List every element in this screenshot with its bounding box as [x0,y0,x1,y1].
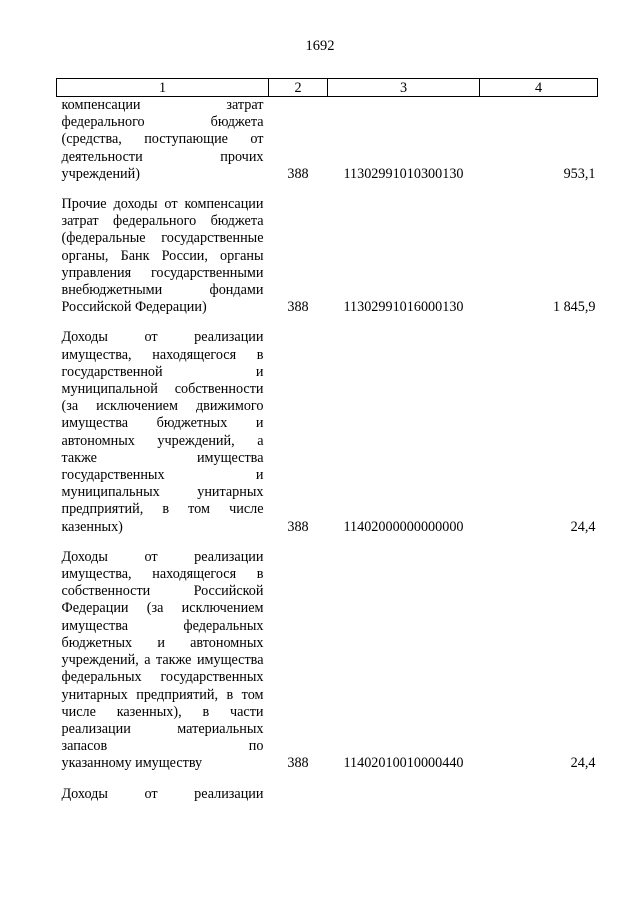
page-number: 1692 [305,38,335,54]
administrator-code-cell: 388 [287,518,309,535]
budget-classification-code-cell [328,786,480,803]
administrator-code-cell: 388 [287,299,309,316]
table-row [57,549,598,773]
administrator-code-cell [269,786,328,803]
amount-cell: 24,4 [570,518,596,535]
revenue-name-last-line: казенных) [61,518,123,535]
administrator-code-cell: 388 [287,165,309,182]
amount-cell: 953,1 [563,165,596,182]
amount-cell: 24,4 [570,755,596,772]
revenue-name-text: Прочие доходы от компенсации затрат федерального бюджета (федеральные государственные органы, Банк России, органы управления государственными внебюджетными фондами [61,196,264,299]
revenue-name-cell [57,196,269,316]
revenue-name-text: Доходы от реализации имущества, находящегося в собственности Российской Федерации (за исключением имущества федеральных бюджетных и автономных учреждений, а также имущества федеральных государственных унитарных предприятий, в том числе казенных), в части реализации материальных запасов по [61,548,264,755]
column-header-4: 4 [480,79,598,97]
revenue-name-cell [57,329,269,535]
table-header-row [57,79,598,97]
row-spacer [57,316,598,329]
revenue-name-cell [57,97,269,184]
revenue-name-cell [57,549,269,773]
table-body [57,97,598,803]
budget-classification-code-cell: 11302991010300130 [343,165,464,182]
revenue-name-last-line: указанному имуществу [61,755,203,772]
amount-cell [480,786,598,803]
revenue-name-text: компенсации затрат федерального бюджета (средства, поступающие от деятельности прочих [61,97,264,165]
table-row [57,786,598,803]
column-header-3: 3 [328,79,480,97]
table-row [57,196,598,316]
revenue-table [56,78,598,803]
revenue-name-last-line: Российской Федерации) [61,299,207,316]
revenue-name-text: Доходы от реализации имущества, находящегося в государственной и муниципальной собственности (за исключением движимого имущества бюджетных и автономных учреждений, а также имущества государственных и муниципальных унитарных предприятий, в том числе [61,329,264,518]
revenue-name-text: Доходы от реализации [61,785,264,802]
table-row [57,329,598,535]
table-row [57,97,598,184]
budget-classification-code-cell: 11402010010000440 [343,755,464,772]
revenue-name-last-line: учреждений) [61,165,140,182]
administrator-code-cell: 388 [287,755,309,772]
column-header-2: 2 [269,79,328,97]
row-spacer [57,773,598,786]
budget-classification-code-cell: 11302991016000130 [343,299,464,316]
row-spacer [57,183,598,196]
budget-classification-code-cell: 11402000000000000 [343,518,464,535]
revenue-name-cell [57,786,269,803]
row-spacer [57,536,598,549]
amount-cell: 1 845,9 [552,299,596,316]
column-header-1: 1 [57,79,269,97]
